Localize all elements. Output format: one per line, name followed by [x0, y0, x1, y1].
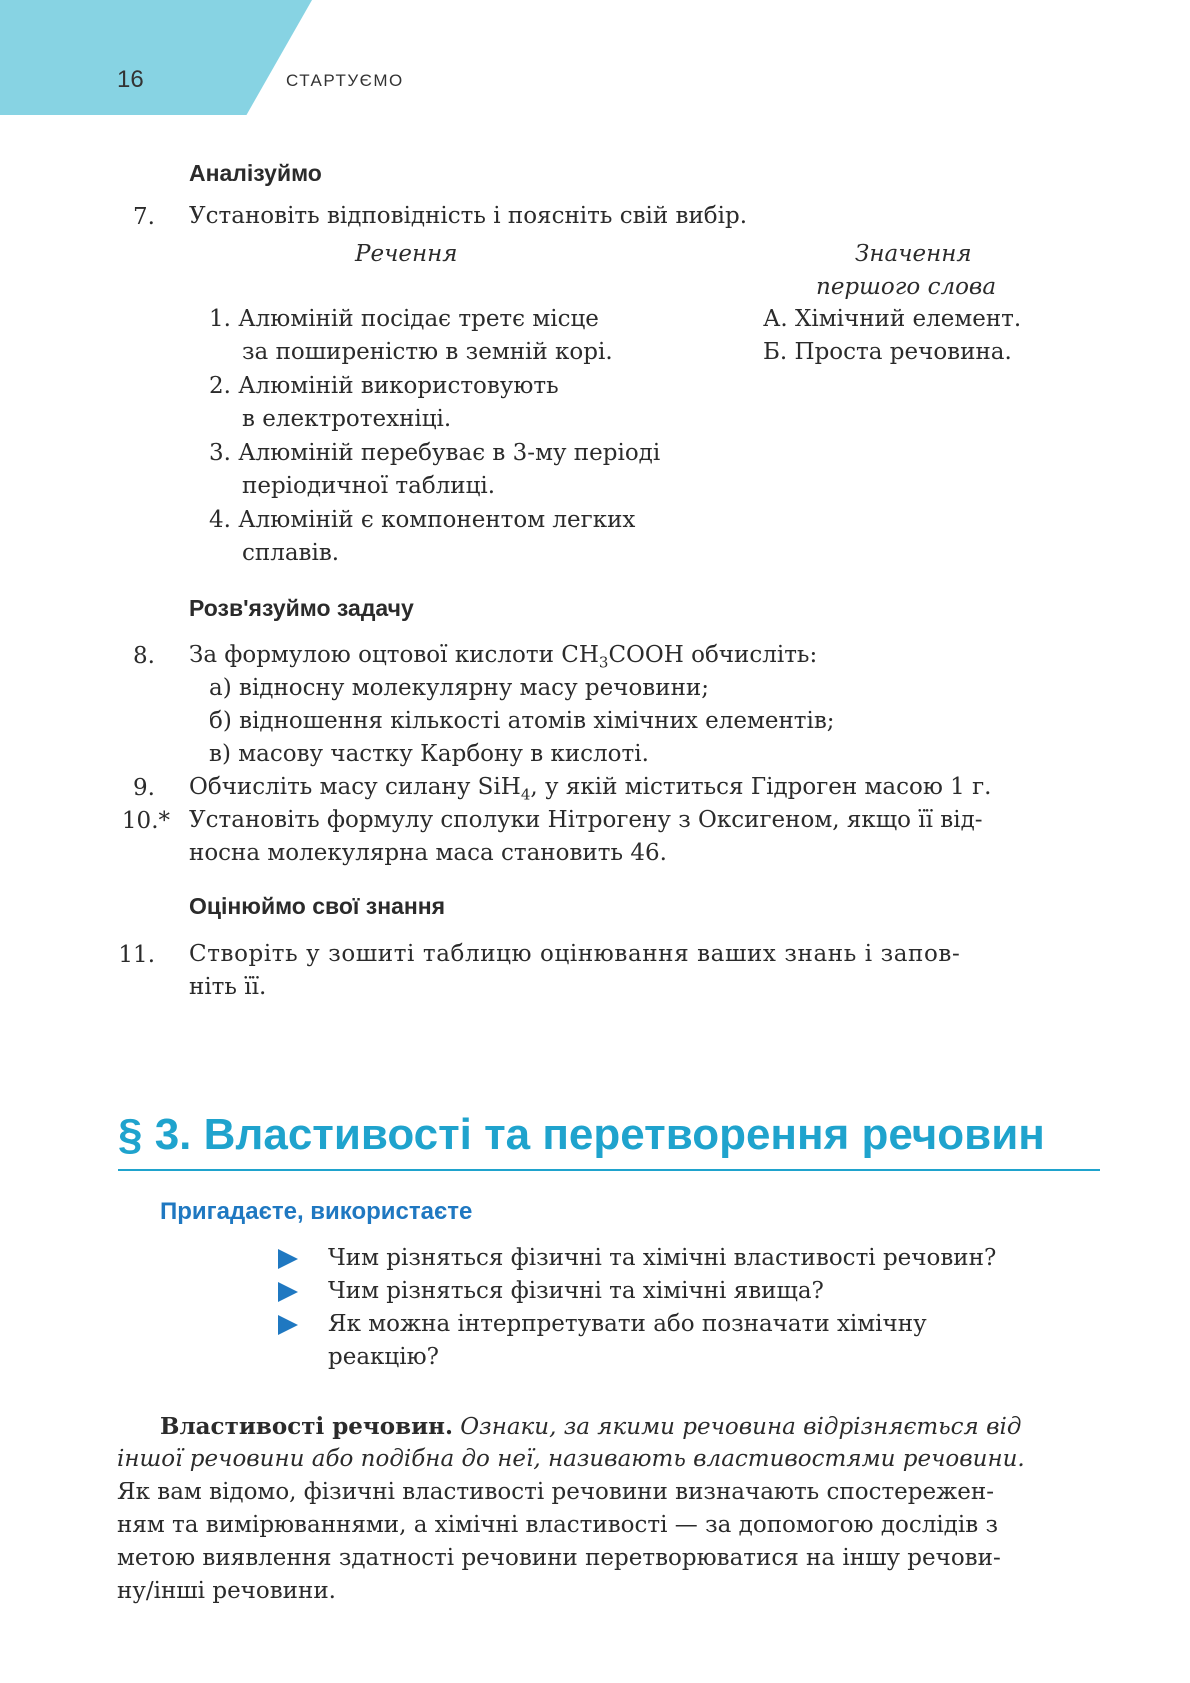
- definition-italic: Ознаки, за якими речовина відрізняється від: [460, 1414, 1022, 1440]
- task-8-text-a: За формулою оцтової кислоти CH: [189, 642, 599, 668]
- task-7-text: Установіть відповідність і поясніть свій вибір.: [189, 203, 748, 229]
- paragraph-line-2: [117, 1443, 1099, 1476]
- task-11-line-1: Створіть у зошиті таблицю оцінювання ваших знань і запов-: [189, 941, 961, 967]
- task-7-number: 7.: [133, 204, 155, 230]
- meaning-b: Б. Проста речовина.: [763, 339, 1012, 365]
- sentence-2: [209, 370, 559, 403]
- analyze-heading: Аналізуймо: [189, 160, 322, 186]
- task-8-item-a: а) відносну молекулярну масу речовини;: [209, 675, 709, 701]
- meaning-column-header-1: Значення: [855, 241, 972, 267]
- sentence-num: 4.: [209, 507, 231, 533]
- paragraph-lead: Властивості речовин.: [160, 1413, 453, 1440]
- solve-heading: Розв'язуймо задачу: [189, 595, 414, 621]
- definition-italic-cont: іншої речовини або подібна до неї, називають властивостями речовини.: [117, 1446, 1025, 1472]
- paragraph-line-6: ну/інші речовини.: [117, 1578, 336, 1604]
- paragraph-line-4: ням та вимірюваннями, а хімічні властивості — за допомогою дослідів з: [117, 1512, 999, 1538]
- task-8-text-b: COOH обчисліть:: [608, 642, 818, 668]
- recall-question-1: Чим різняться фізичні та хімічні властивості речовин?: [328, 1245, 997, 1271]
- sentence-3-cont: періодичної таблиці.: [242, 473, 496, 499]
- sentence-num: 2.: [209, 373, 231, 399]
- sentence-4: [209, 504, 635, 537]
- task-11-line-2: ніть її.: [189, 974, 267, 1000]
- sentence-num: 1.: [209, 306, 231, 332]
- sentence-1: [209, 303, 599, 336]
- task-9-number: 9.: [133, 775, 155, 801]
- sentences-column-header: Речення: [355, 241, 458, 267]
- paragraph-line-5: метою виявлення здатності речовини перетворюватися на іншу речови-: [117, 1545, 1001, 1571]
- section-divider: [118, 1169, 1100, 1171]
- page-number: 16: [117, 66, 144, 93]
- paragraph-line-3: Як вам відомо, фізичні властивості речовини визначають спостережен-: [117, 1479, 994, 1505]
- sentence-line: Алюміній використовують: [238, 373, 559, 399]
- recall-heading: Пригадаєте, використаєте: [160, 1198, 473, 1225]
- task-9-text-a: Обчисліть масу силану SiH: [189, 774, 521, 800]
- task-10-number: 10.*: [121, 808, 170, 834]
- sentence-4-cont: сплавів.: [242, 540, 340, 566]
- task-8-number: 8.: [133, 643, 155, 669]
- paragraph-line-1: [160, 1410, 1099, 1444]
- formula-subscript: 4: [520, 785, 531, 804]
- bullet-arrow-icon: [278, 1315, 298, 1335]
- sentence-line: Алюміній перебуває в 3-му періоді: [238, 440, 661, 466]
- recall-question-3-cont: реакцію?: [328, 1344, 439, 1370]
- sentence-2-cont: в електротехніці.: [242, 406, 452, 432]
- meaning-column-header-2: першого слова: [816, 274, 997, 300]
- sentence-line: Алюміній є компонентом легких: [238, 507, 636, 533]
- bullet-arrow-icon: [278, 1249, 298, 1269]
- task-11-number: 11.: [118, 942, 155, 968]
- formula-subscript: 3: [598, 653, 609, 672]
- sentence-1-cont: за поширеністю в земній корі.: [242, 339, 613, 365]
- task-8-item-c: в) масову частку Карбону в кислоті.: [209, 741, 649, 767]
- running-title: СТАРТУЄМО: [286, 71, 404, 90]
- task-9-text-b: , у якій міститься Гідроген масою 1 г.: [530, 774, 992, 800]
- task-10-line-1: Установіть формулу сполуки Нітрогену з Оксигеном, якщо її від-: [189, 807, 983, 833]
- sentence-num: 3.: [209, 440, 231, 466]
- recall-question-3: Як можна інтерпретувати або позначати хімічну: [328, 1311, 927, 1337]
- assess-heading: Оцінюймо свої знання: [189, 893, 446, 919]
- sentence-line: Алюміній посідає третє місце: [238, 306, 599, 332]
- section-title: § 3. Властивості та перетворення речовин: [118, 1110, 1045, 1159]
- header-banner: [0, 0, 312, 115]
- meaning-a: А. Хімічний елемент.: [763, 306, 1022, 332]
- task-10-line-2: носна молекулярна маса становить 46.: [189, 840, 667, 866]
- bullet-arrow-icon: [278, 1282, 298, 1302]
- sentence-3: [209, 437, 660, 470]
- recall-question-2: Чим різняться фізичні та хімічні явища?: [328, 1278, 824, 1304]
- task-8-item-b: б) відношення кількості атомів хімічних елементів;: [209, 708, 835, 734]
